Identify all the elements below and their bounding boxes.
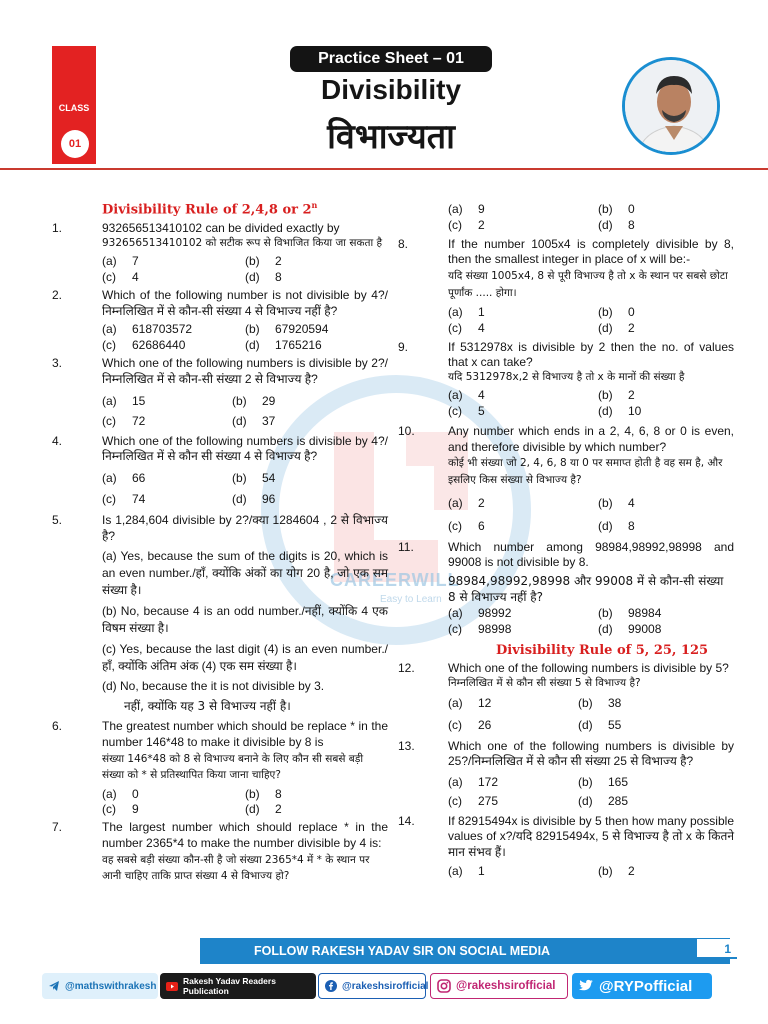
class-number: 01	[61, 130, 89, 158]
page-title: Divisibility	[320, 74, 462, 105]
instagram-handle: @rakeshsirofficial	[456, 980, 556, 992]
option-b: 165	[608, 775, 629, 790]
option-a: 12	[478, 696, 492, 711]
telegram-icon	[48, 980, 60, 992]
question-number: 5.	[52, 513, 63, 528]
question-number: 2.	[52, 287, 63, 302]
option-a: 1	[478, 864, 485, 879]
left-column	[52, 200, 388, 887]
teacher-photo	[622, 57, 720, 155]
option-c: 275	[478, 794, 499, 809]
option-d: 2	[628, 320, 635, 335]
options: (a) 15 (b) 29 (c) 72 (d) 37	[102, 391, 388, 432]
question-1	[52, 221, 388, 251]
sheet-title: Practice Sheet – 01	[290, 46, 492, 72]
question-text: 932656513410102 can be divided exactly by	[102, 221, 340, 236]
class-label: CLASS	[58, 103, 90, 113]
question-text: If 5312978x is divisible by 2 then the no. of values that x can take?	[448, 339, 734, 370]
option-b: (b) No, because 4 is an odd number./नहीं, क्योंकि 4 एक विषम संख्या है।	[102, 603, 388, 636]
question-number: 11.	[398, 539, 414, 554]
instagram-link[interactable]	[430, 973, 568, 999]
option-d: 8	[628, 217, 635, 232]
header-divider	[0, 168, 768, 170]
option-d: 1765216	[275, 338, 322, 353]
option-b: 67920594	[275, 322, 329, 337]
twitter-handle: @RYPofficial	[599, 977, 693, 995]
option-b: 2	[628, 864, 635, 879]
page-number: 1	[697, 939, 737, 959]
question-text-hindi: 98984,98992,98998 और 99008 में से कौन-सी संख्या 8 से विभाज्य नहीं है?	[448, 574, 724, 605]
telegram-link[interactable]	[42, 973, 158, 999]
option-c: 26	[478, 717, 492, 732]
options: (a) 12 (b) 38 (c) 26 (d) 55	[448, 693, 734, 736]
options: (a) 4 (b) 2 (c) 5 (d) 10	[448, 388, 642, 418]
option-c: 72	[132, 414, 146, 429]
option-c: 6	[478, 518, 485, 533]
option-d-hindi: नहीं, क्योंकि यह 3 से विभाज्य नहीं है।	[124, 698, 291, 713]
option-a: 98992	[478, 605, 512, 620]
facebook-link[interactable]	[318, 973, 429, 999]
option-d: 37	[262, 414, 276, 429]
question-text: Which number among 98984,98992,98998 and 99008 is not divisible by 8.	[448, 539, 734, 570]
option-a: 618703572	[132, 322, 193, 337]
option-c: 4	[132, 270, 139, 284]
question-text: Is 1,284,604 divisible by 2?/क्या 1284604 , 2 से विभाज्य है?	[102, 513, 388, 543]
option-b: 8	[275, 786, 282, 801]
option-d: 8	[275, 270, 282, 284]
option-a: 7	[132, 254, 139, 269]
options: (a) 2 (b) 4 (c) 6 (d) 8	[448, 492, 734, 538]
question-text: Which one of the following numbers is divisible by 25?/निम्नलिखित में से कौन सी संख्या 25 से विभाज्य है?	[448, 738, 734, 769]
option-a: (a) Yes, because the sum of the digits is 20, which is an even number./हाँ, क्योंकि अंकों का योग 20 है, जो एक सम संख्या है।	[102, 548, 388, 598]
options: (a) 618703572 (b) 67920594 (c) 62686440 (d) 1765216	[102, 322, 329, 353]
option-a: 2	[478, 495, 485, 510]
question-4	[52, 434, 388, 466]
question-number: 9.	[398, 339, 409, 354]
option-d: 285	[608, 794, 629, 809]
options: (a) 1 (b) 0 (c) 4 (d) 2	[448, 304, 635, 335]
question-text-hindi: यदि संख्या 1005x4, 8 से पूरी विभाज्य है तो x के स्थान पर सबसे छोटा पूर्णांक ..... होगा।	[448, 270, 728, 300]
question-14	[398, 814, 734, 861]
option-d: 96	[262, 491, 276, 506]
option-b: 98984	[628, 605, 662, 620]
question-text: Which one of the following numbers is divisible by 2?/निम्नलिखित में से कौन-सी संख्या 2 से विभाज्य है?	[102, 356, 388, 386]
question-10	[398, 424, 734, 489]
question-text: Which one of the following numbers is divisible by 4?/निम्नलिखित में से कौन सी संख्या 4 से विभाज्य है?	[102, 433, 388, 464]
page-title-hindi: विभाज्यता	[327, 117, 455, 157]
question-2	[52, 288, 388, 320]
question-number: 3.	[52, 356, 63, 371]
options: (a) 1 (b) 2	[448, 864, 635, 879]
question-text: Which one of the following numbers is divisible by 5?	[448, 660, 729, 675]
question-text: If the number 1005x4 is completely divisible by 8, then the smallest integer in place of x will be:-	[448, 236, 734, 267]
question-number: 13.	[398, 738, 415, 753]
option-c: 98998	[478, 621, 512, 636]
question-number: 10.	[398, 423, 415, 438]
option-c: (c) Yes, because the last digit (4) is an even number./हाँ, क्योंकि अंतिम अंक (4) एक सम संख्या है।	[102, 641, 388, 674]
option-b: 54	[262, 471, 276, 486]
question-7	[52, 820, 388, 884]
option-c: 62686440	[132, 338, 186, 353]
options: (a) 7 (b) 2 (c) 4 (d) 8	[102, 254, 282, 284]
follow-banner: FOLLOW RAKESH YADAV SIR ON SOCIAL MEDIA	[200, 938, 730, 964]
question-text-hindi: संख्या 146*48 को 8 से विभाज्य बनाने के लिए कौन सी सबसे बड़ी संख्या को * से प्रतिस्थापित किया जाना चाहिए?	[102, 753, 364, 782]
question-number: 7.	[52, 820, 63, 835]
options: (a) 98992 (b) 98984 (c) 98998 (d) 99008	[448, 605, 662, 636]
option-a: 1	[478, 304, 485, 319]
question-7-options: (a) 9 (b) 0 (c) 2 (d) 8	[448, 202, 635, 232]
option-c: 9	[132, 802, 139, 817]
option-d: (d) No, because the it is not divisible by 3.	[102, 679, 325, 694]
option-a: 0	[132, 786, 139, 801]
option-b: 0	[628, 304, 635, 319]
option-b: 4	[628, 495, 635, 510]
question-number: 1.	[52, 221, 63, 236]
option-b: 0	[628, 202, 635, 216]
question-number: 4.	[52, 433, 63, 448]
question-3	[52, 356, 388, 388]
option-b: 29	[262, 393, 276, 408]
question-text: If 82915494x is divisible by 5 then how many possible values of x?/यदि 82915494x, 5 से विभाज्य है तो x के कितने मान संभव हैं।	[448, 813, 734, 860]
option-a: 4	[478, 388, 485, 403]
option-a: 66	[132, 471, 146, 486]
section-title: Divisibility Rule of 5, 25, 125	[496, 642, 709, 658]
option-d: 55	[608, 717, 622, 732]
option-d: 2	[275, 802, 282, 817]
section-title: Divisibility Rule of 2,4,8 or 2$^n$	[102, 200, 318, 218]
question-text: The greatest number which should be replace * in the number 146*48 to make it divisible by 8 is	[102, 719, 388, 750]
telegram-handle: @mathswithrakesh	[65, 980, 157, 992]
question-text: The largest number which should replace * in the number 2365*4 to make the number divisible by 4 is:	[102, 820, 388, 851]
option-c: 4	[478, 320, 485, 335]
option-c: 2	[478, 217, 485, 232]
option-d: 10	[628, 403, 642, 418]
youtube-link[interactable]	[160, 973, 316, 999]
question-text-hindi: कोई भी संख्या जो 2, 4, 6, 8 या 0 पर समाप्त होती है वह सम है, और इसलिए किस संख्या से विभाज्य है?	[448, 457, 723, 487]
watermark-tagline: Easy to Learn	[380, 594, 442, 605]
facebook-icon	[325, 980, 337, 992]
option-a: 9	[478, 202, 485, 216]
question-text-hindi: यदि 5312978x,2 से विभाज्य है तो x के मानों की संख्या है	[448, 371, 685, 384]
youtube-icon	[166, 982, 178, 991]
question-text: Which of the following number is not divisible by 4?/निम्नलिखित में से कौन-सी संख्या 4 से विभाज्य नहीं है?	[102, 287, 388, 318]
question-6	[52, 719, 388, 783]
watermark-brand: CAREERWILL	[330, 570, 460, 590]
instagram-icon	[437, 979, 451, 993]
option-d: 8	[628, 518, 635, 533]
options: (a) 66 (b) 54 (c) 74 (d) 96	[102, 468, 388, 509]
twitter-link[interactable]	[572, 973, 712, 999]
question-number: 8.	[398, 236, 409, 251]
option-b: 38	[608, 696, 622, 711]
option-a: 15	[132, 393, 146, 408]
question-text-hindi: 932656513410102 को सटीक रूप से विभाजित किया जा सकता है	[102, 237, 383, 250]
option-c: 74	[132, 491, 146, 506]
question-8	[398, 237, 734, 302]
option-b: 2	[628, 388, 635, 403]
question-5	[52, 513, 388, 545]
options: (a) 172 (b) 165 (c) 275 (d) 285	[448, 773, 734, 811]
right-column	[398, 202, 734, 880]
twitter-icon	[578, 979, 594, 993]
option-c: 5	[478, 403, 485, 418]
question-text-hindi: वह सबसे बड़ी संख्या कौन-सी है जो संख्या 2365*4 में * के स्थान पर आनी चाहिए ताकि प्राप्त संख्या 4 से विभाज्य हो?	[102, 853, 370, 883]
facebook-handle: @rakeshsirofficial	[342, 980, 429, 992]
option-a: 172	[478, 775, 499, 790]
question-11	[398, 540, 734, 572]
question-text: Any number which ends in a 2, 4, 6, 8 or 0 is even, and therefore divisible by which number?	[448, 423, 734, 454]
question-number: 14.	[398, 813, 415, 828]
option-d: 99008	[628, 621, 662, 636]
options: (a) 0 (b) 8 (c) 9 (d) 2	[102, 786, 282, 817]
youtube-channel: Rakesh Yadav Readers Publication	[183, 976, 276, 996]
question-text-hindi: निम्नलिखित में से कौन सी संख्या 5 से विभाज्य है?	[448, 676, 641, 689]
question-number: 12.	[398, 660, 415, 675]
option-b: 2	[275, 254, 282, 269]
question-12	[398, 661, 734, 691]
question-13	[398, 739, 734, 771]
question-number: 6.	[52, 719, 63, 734]
question-9	[398, 340, 734, 386]
